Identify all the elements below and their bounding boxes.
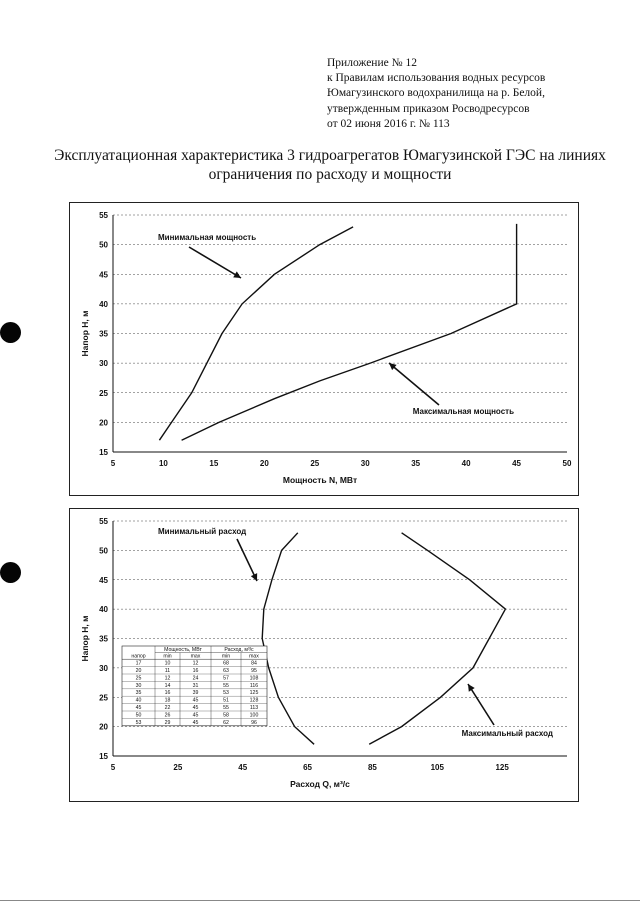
inset-table-cell: 50 (135, 712, 142, 719)
inset-table-cell: 20 (135, 668, 142, 674)
y-tick-label: 55 (99, 517, 108, 526)
x-tick-label: 45 (238, 763, 248, 772)
chart-power (69, 202, 579, 496)
inset-table-cell: 68 (223, 660, 229, 667)
y-tick-label: 30 (99, 359, 108, 369)
y-tick-label: 25 (99, 388, 108, 398)
x-tick-label: 25 (173, 763, 183, 772)
inset-table-cell: 113 (249, 705, 259, 711)
appendix-line-5: от 02 июня 2016 г. № 113 (327, 117, 450, 130)
inset-table-column-header: min (221, 653, 231, 660)
x-tick-label: 25 (310, 459, 320, 468)
inset-table-cell: 22 (164, 705, 171, 711)
annotation-label: Минимальная мощность (158, 233, 257, 242)
annotation-arrow-line (389, 363, 439, 405)
inset-table-cell: 16 (164, 690, 171, 697)
x-tick-label: 15 (209, 459, 219, 468)
y-tick-label: 15 (99, 448, 108, 457)
inset-table-cell: 55 (223, 682, 229, 689)
inset-table-cell: 16 (192, 668, 199, 674)
x-tick-label: 5 (110, 763, 116, 772)
inset-table-cell: 96 (251, 719, 257, 726)
inset-table-cell: 116 (249, 682, 259, 689)
appendix-line-3: Юмагузинского водохранилища на р. Белой, (327, 87, 545, 100)
inset-table-cell: 39 (192, 690, 199, 697)
x-tick-label: 20 (259, 459, 269, 468)
inset-table-cell: 57 (223, 675, 229, 682)
inset-table-group-header: Расход, м³/с (224, 647, 254, 653)
inset-table-cell: 11 (164, 668, 171, 674)
x-tick-label: 65 (303, 763, 313, 772)
series-line-1 (159, 227, 353, 440)
x-tick-label: 35 (411, 459, 421, 468)
inset-table-cell: 125 (249, 690, 259, 697)
annotation-arrow-line (189, 247, 241, 278)
x-tick-label: 30 (360, 459, 370, 468)
inset-table-cell: 53 (223, 690, 229, 697)
document-title-line-1: Эксплуатационная характеристика 3 гидроагрегатов Юмагузинской ГЭС на линиях (54, 147, 606, 164)
inset-table-cell: 17 (135, 660, 142, 667)
y-tick-label: 20 (99, 722, 108, 732)
binder-hole-bottom (0, 562, 21, 583)
y-tick-label: 40 (99, 299, 108, 309)
inset-table-cell: 63 (223, 668, 229, 674)
y-tick-label: 55 (99, 211, 108, 220)
appendix-line-4: утвержденным приказом Росводресурсов (327, 102, 530, 115)
inset-table-cell: 12 (164, 675, 171, 682)
x-tick-label: 85 (367, 763, 377, 772)
inset-table-cell: 40 (135, 697, 142, 704)
page-bottom-rule (0, 900, 640, 901)
inset-table-cell: 24 (192, 675, 199, 682)
appendix-header (327, 56, 545, 132)
x-axis-title: Мощность N, МВт (282, 475, 358, 485)
inset-table-cell: 45 (192, 719, 199, 726)
y-tick-label: 50 (99, 546, 108, 556)
binder-hole-top (0, 322, 21, 343)
y-tick-label: 40 (99, 605, 108, 615)
inset-table-cell: 10 (164, 660, 171, 667)
inset-table-cell: 18 (164, 697, 171, 704)
y-tick-label: 15 (99, 752, 108, 761)
x-tick-label: 45 (512, 459, 522, 468)
y-tick-label: 35 (99, 329, 108, 339)
inset-table-group-header: Мощность, МВт (164, 647, 202, 653)
inset-table-cell: 45 (135, 705, 142, 711)
x-tick-label: 50 (562, 459, 572, 468)
inset-table-column-header: min (163, 653, 172, 660)
x-tick-label: 105 (430, 763, 444, 772)
document-title (30, 146, 630, 184)
appendix-line-1: Приложение № 12 (327, 57, 417, 69)
inset-table-cell: 35 (135, 690, 142, 697)
x-tick-label: 40 (461, 459, 471, 468)
x-axis-title: Расход Q, м³/с (290, 779, 350, 789)
y-axis-title: Напор Н, м (80, 615, 90, 662)
y-tick-label: 25 (99, 693, 108, 703)
inset-table-cell: 108 (249, 675, 259, 682)
inset-table-cell: 14 (164, 682, 171, 689)
y-tick-label: 35 (99, 634, 108, 644)
y-tick-label: 45 (99, 270, 108, 280)
inset-table-column-header: max (249, 653, 259, 660)
appendix-line-2: к Правилам использования водных ресурсов (327, 72, 546, 85)
inset-table-column-header: max (190, 653, 201, 660)
y-tick-label: 30 (99, 663, 108, 673)
inset-data-table (122, 646, 267, 726)
x-tick-label: 5 (110, 459, 116, 468)
inset-table-cell: 30 (135, 682, 142, 689)
annotation-label: Максимальная мощность (412, 407, 514, 416)
x-tick-label: 125 (495, 763, 509, 772)
inset-table-cell: 84 (251, 660, 257, 667)
inset-table-cell: 31 (192, 682, 199, 689)
annotation-label: Максимальный расход (461, 729, 553, 738)
y-tick-label: 50 (99, 240, 108, 250)
inset-table-cell: 95 (251, 668, 257, 674)
inset-table-cell: 45 (192, 705, 199, 711)
inset-table-cell: 128 (249, 697, 259, 704)
inset-table-cell: 55 (223, 705, 229, 711)
annotation-arrow-line (468, 684, 494, 725)
inset-table-cell: 45 (192, 697, 199, 704)
x-tick-label: 10 (158, 459, 168, 468)
inset-table-cell: 58 (223, 712, 229, 719)
inset-table-cell: 29 (164, 719, 171, 726)
inset-table-cell: 100 (249, 712, 259, 719)
inset-table-cell: 51 (223, 697, 229, 704)
annotation-label: Минимальный расход (158, 527, 247, 536)
inset-table-cell: 45 (192, 712, 199, 719)
document-title-line-2: ограничения по расходу и мощности (208, 166, 452, 183)
inset-table-cell: 53 (135, 719, 142, 726)
inset-table-column-header: напор (131, 653, 146, 660)
inset-table-cell: 26 (164, 712, 171, 719)
inset-table-cell: 12 (192, 660, 199, 667)
y-tick-label: 20 (99, 418, 108, 428)
inset-table-cell: 62 (223, 719, 229, 726)
y-axis-title: Напор Н, м (80, 310, 90, 357)
chart-discharge (69, 508, 579, 802)
inset-table-cell: 25 (135, 675, 142, 682)
y-tick-label: 45 (99, 575, 108, 585)
